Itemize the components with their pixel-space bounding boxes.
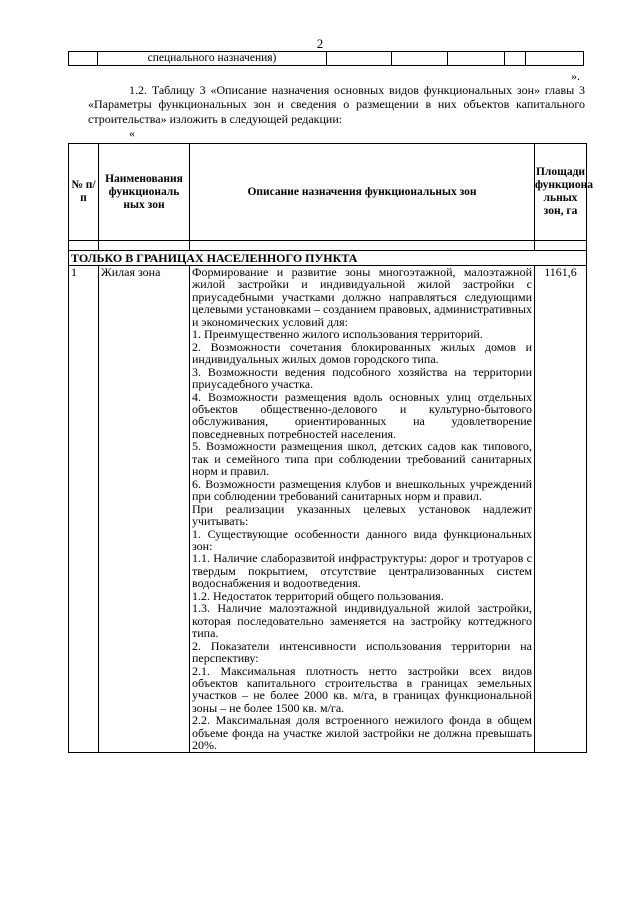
table-row bbox=[69, 52, 584, 66]
description-paragraph: 2.1. Максимальная плотность нетто застройки всех видов объектов капитального строительства в границах земельных участков – не более 2000 кв. м/га, в границах функциональной зоны – не более 1500 кв. м/га. bbox=[192, 663, 532, 715]
row-name: Жилая зона bbox=[99, 266, 190, 753]
description-paragraph: Формирование и развитие зоны многоэтажной, малоэтажной жилой застройки и индивидуальной жилой застройки с приусадебными участками должно направляться следующими целевыми установками – созданием правовых, административных и экономических условий для: bbox=[192, 265, 532, 329]
header-area: Площади функциона льных зон, га bbox=[535, 144, 587, 241]
description-paragraph: 3. Возможности ведения подсобного хозяйства на территории приусадебного участка. bbox=[192, 364, 532, 392]
description-paragraph: 1.2. Недостаток территорий общего пользования. bbox=[192, 588, 444, 603]
opening-quote: « bbox=[129, 126, 135, 140]
description-paragraph: 1. Преимущественно жилого использования территорий. bbox=[192, 327, 483, 342]
description-paragraph: 5. Возможности размещения школ, детских садов как типового, так и семейного типа при соблюдении требований санитарных норм и правил. bbox=[192, 439, 532, 479]
description-paragraph: 2. Показатели интенсивности использования территории на перспективу: bbox=[192, 638, 532, 666]
amendment-paragraph: 1.2. Таблицу 3 «Описание назначения основных видов функциональных зон» главы 3 «Параметры функциональных зон и сведения о размещении в них объектов капитального строительства» изложить в следующей редакции: bbox=[88, 83, 585, 126]
section-row bbox=[69, 251, 587, 266]
table-cell bbox=[535, 241, 587, 251]
header-description: Описание назначения функциональных зон bbox=[190, 144, 535, 241]
description-paragraph: 1. Существующие особенности данного вида функциональных зон: bbox=[192, 526, 532, 553]
table-row bbox=[69, 266, 587, 753]
row-num: 1 bbox=[69, 266, 99, 753]
description-paragraph: 2. Возможности сочетания блокированных жилых домов и индивидуальных жилых домов городского типа. bbox=[192, 339, 532, 367]
description-paragraph: 6. Возможности размещения клубов и внешкольных учреждений при соблюдении требований санитарных норм и правил. bbox=[192, 476, 532, 504]
functional-zones-table bbox=[68, 143, 594, 753]
table-cell bbox=[448, 52, 505, 66]
table-cell bbox=[505, 52, 526, 66]
description-paragraph: 4. Возможности размещения вдоль основных улиц отдельных объектов общественно-делового и культурно-бытового обслуживания, ориентированных на удовлетворение повседневных потребностей населения. bbox=[192, 389, 532, 441]
description-paragraph: 1.3. Наличие малоэтажной индивидуальной жилой застройки, которая последовательно заменяется на застройку коттеджного типа. bbox=[192, 601, 532, 641]
header-name: Наименования функциональ ных зон bbox=[99, 144, 190, 241]
table-cell bbox=[526, 52, 584, 66]
description-paragraph: 1.1. Наличие слаборазвитой инфраструктуры: дорог и тротуаров с твердым покрытием, отсутствие централизованных систем водоснабжения и водоотведения. bbox=[192, 551, 532, 591]
description-paragraph: При реализации указанных целевых установок надлежит учитывать: bbox=[192, 501, 532, 529]
section-title: ТОЛЬКО В ГРАНИЦАХ НАСЕЛЕННОГО ПУНКТА bbox=[69, 251, 587, 266]
table-cell bbox=[392, 52, 448, 66]
table-cell bbox=[190, 241, 535, 251]
table-cell bbox=[99, 241, 190, 251]
header-num: № п/п bbox=[69, 144, 99, 241]
closing-quote: ». bbox=[571, 69, 580, 83]
table-cell: специального назначения) bbox=[98, 52, 326, 66]
description-paragraph: 2.2. Максимальная доля встроенного нежилого фонда в общем объеме фонда на участке жилой застройки не должна превышать 20%. bbox=[192, 713, 532, 753]
table-cell bbox=[69, 52, 98, 66]
row-area: 1161,6 bbox=[535, 266, 587, 753]
row-description bbox=[190, 266, 535, 753]
table-header-row bbox=[69, 144, 587, 241]
continuation-table bbox=[68, 51, 584, 66]
page-number: 2 bbox=[316, 36, 324, 51]
table-cell bbox=[326, 52, 392, 66]
table-cell bbox=[69, 241, 99, 251]
table-row bbox=[69, 241, 587, 251]
